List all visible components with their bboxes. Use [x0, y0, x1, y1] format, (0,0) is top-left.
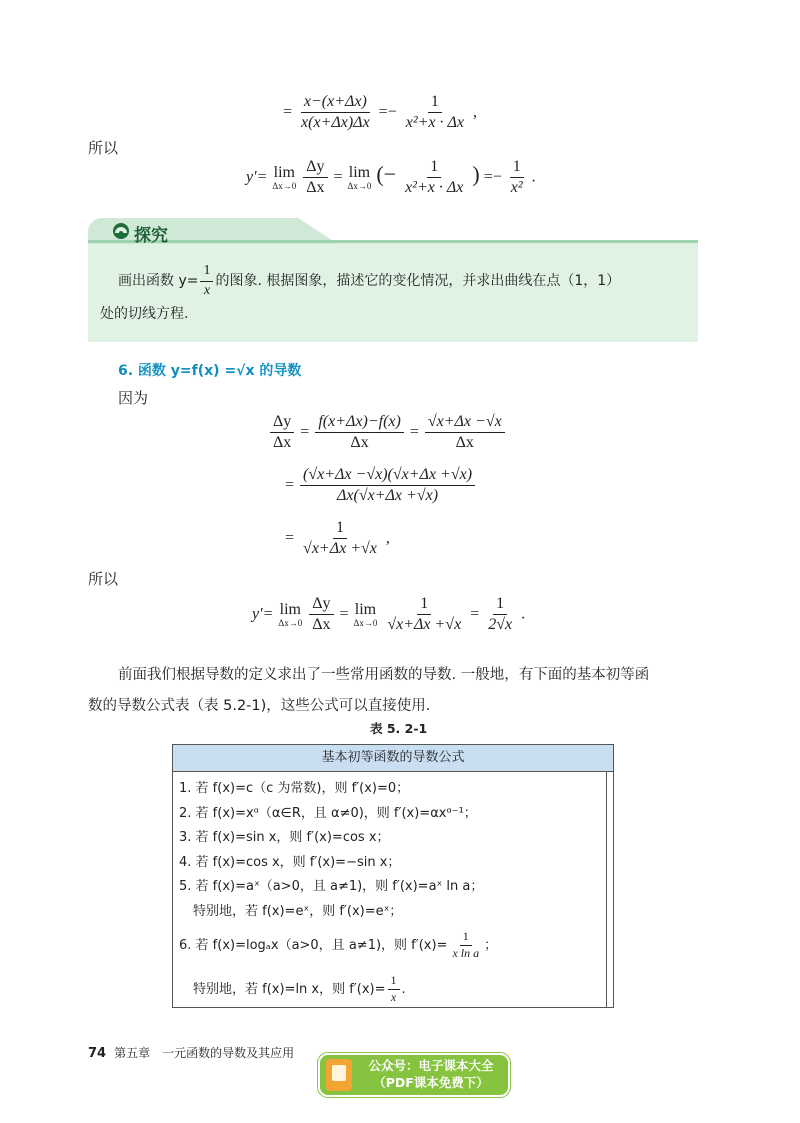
denominator: x — [390, 990, 397, 1004]
numerator: 1 — [510, 158, 524, 178]
numerator: (√x+Δx −√x)(√x+Δx +√x) — [300, 466, 475, 486]
denominator: Δx — [312, 616, 331, 634]
table-row: 2. 若 f(x)=xᵅ（α∈R，且 α≠0)，则 f′(x)=αxᵅ⁻¹； — [179, 805, 477, 821]
equals-sign: = — [283, 103, 293, 121]
lim-text: lim — [348, 164, 371, 182]
sqrt-derivation-line1 — [268, 413, 507, 453]
denominator: Δx — [273, 434, 292, 452]
equals-sign: = — [300, 423, 310, 441]
numerator: 1 — [417, 595, 431, 615]
numerator: 1 — [493, 595, 507, 615]
derivation-top — [283, 93, 477, 133]
lhs: y′= — [252, 605, 274, 623]
page-number: 74 — [88, 1046, 107, 1061]
limit-operator — [348, 164, 372, 191]
period: . — [401, 982, 406, 997]
denominator: x²+x · Δx — [405, 114, 465, 132]
comma: , — [473, 103, 478, 121]
page-footer — [88, 1044, 294, 1061]
explore-divider — [88, 240, 698, 243]
limit-operator — [278, 601, 302, 628]
numerator: f(x+Δx)−f(x) — [315, 413, 404, 433]
denominator: Δx — [350, 434, 369, 452]
explore-text-c: 处的切线方程. — [100, 306, 189, 322]
denominator: Δx — [306, 179, 325, 197]
lim-subscript: Δx→0 — [272, 181, 297, 192]
denominator: Δx(√x+Δx +√x) — [337, 487, 439, 505]
denominator: x — [203, 282, 211, 298]
limit-equation-1 — [246, 158, 536, 198]
equals-sign: = — [285, 476, 295, 494]
equals-minus: =− — [378, 103, 397, 121]
fraction — [300, 519, 380, 559]
table-row: 特别地，若 f(x)=eˣ，则 f′(x)=eˣ； — [193, 903, 403, 919]
suoyi-label: 所以 — [88, 570, 119, 588]
watermark-text — [356, 1057, 506, 1091]
table-row: 5. 若 f(x)=aˣ（a>0，且 a≠1)，则 f′(x)=aˣ ln a； — [179, 879, 484, 894]
sqrt-derivation-line3 — [285, 519, 390, 559]
numerator: √x+Δx −√x — [425, 413, 505, 433]
yinwei-label: 因为 — [118, 389, 149, 407]
lim-subscript: Δx→0 — [278, 618, 303, 629]
book-icon — [326, 1059, 352, 1091]
numerator: 1 — [427, 158, 441, 178]
equals-sign: = — [333, 168, 343, 186]
derivative-formula-table — [172, 744, 614, 1008]
row-text: 6. 若 f(x)=logₐx（a>0，且 a≠1)，则 f′(x)= — [179, 938, 448, 953]
equals-sign: = — [470, 605, 480, 623]
paragraph-line-2: 数的导数公式表（表 5.2-1)，这些公式可以直接使用. — [88, 698, 431, 714]
watermark-line-2: （PDF课本免费下） — [373, 1075, 489, 1090]
suoyi-label: 所以 — [88, 139, 119, 157]
lim-subscript: Δx→0 — [347, 181, 372, 192]
fraction — [402, 158, 466, 198]
table-row: 1. 若 f(x)=c（c 为常数)，则 f′(x)=0； — [179, 781, 410, 796]
paren-left: (− — [376, 161, 397, 187]
lim-text: lim — [354, 601, 377, 619]
denominator: Δx — [455, 434, 474, 452]
semicolon: ； — [484, 938, 498, 953]
fraction — [309, 595, 333, 635]
fraction — [485, 595, 515, 635]
denominator: x(x+Δx)Δx — [301, 114, 370, 132]
table-caption: 表 5. 2-1 — [370, 721, 428, 736]
numerator: 1 — [333, 519, 347, 539]
equals-sign: = — [409, 423, 419, 441]
fraction — [403, 93, 467, 133]
denominator: 2√x — [488, 616, 513, 634]
paren-right: ) — [472, 161, 480, 187]
table-header: 基本初等函数的导数公式 — [173, 745, 613, 772]
fraction — [303, 158, 327, 198]
numerator: 1 — [428, 93, 442, 113]
watermark-line-1: 公众号：电子课本大全 — [368, 1058, 494, 1073]
explore-text-a: 画出函数 y= — [118, 273, 199, 289]
lim-text: lim — [279, 601, 301, 619]
section-heading: 6. 函数 y=f(x) =√x 的导数 — [118, 363, 302, 379]
period: . — [521, 605, 526, 623]
denominator: x ln a — [452, 946, 480, 960]
lhs: y′= — [246, 168, 268, 186]
table-row — [179, 924, 606, 968]
limit-operator — [354, 601, 378, 628]
numerator: x−(x+Δx) — [301, 93, 370, 113]
lim-subscript: Δx→0 — [353, 618, 378, 629]
explore-icon — [112, 222, 130, 240]
fraction — [270, 413, 294, 453]
row-text: 特别地，若 f(x)=ln x，则 f′(x)= — [193, 982, 386, 997]
paragraph-line-1: 前面我们根据导数的定义求出了一些常用函数的导数. 一般地，有下面的基本初等函 — [118, 667, 650, 683]
numerator: Δy — [303, 158, 327, 178]
fraction — [508, 158, 526, 198]
comma: , — [385, 529, 390, 547]
equals-sign: = — [285, 529, 295, 547]
fraction — [425, 413, 505, 453]
fraction — [300, 466, 475, 506]
denominator: x² — [510, 179, 523, 197]
denominator: √x+Δx +√x — [387, 616, 462, 634]
denominator: x²+x · Δx — [405, 179, 464, 197]
fraction — [388, 974, 400, 1005]
fraction — [298, 93, 373, 133]
limit-equation-2 — [252, 595, 525, 635]
explore-box — [88, 218, 698, 342]
numerator: Δy — [309, 595, 333, 615]
fraction — [449, 930, 482, 961]
explore-text — [100, 262, 688, 328]
numerator: 1 — [200, 263, 213, 281]
chapter-title: 第五章 一元函数的导数及其应用 — [114, 1046, 295, 1060]
table-body — [173, 772, 607, 1007]
equals-minus: =− — [483, 168, 502, 186]
period: . — [531, 168, 536, 186]
numerator: 1 — [460, 930, 472, 946]
sqrt-derivation-line2 — [285, 466, 477, 506]
fraction — [315, 413, 404, 453]
watermark-badge — [318, 1053, 510, 1097]
explore-text-b: 的图象. 根据图象，描述它的变化情况，并求出曲线在点（1，1） — [215, 273, 621, 289]
table-row: 4. 若 f(x)=cos x，则 f′(x)=−sin x； — [179, 854, 401, 870]
explore-title: 探究 — [134, 226, 168, 246]
fraction — [200, 263, 213, 298]
numerator: 1 — [388, 974, 400, 990]
denominator: √x+Δx +√x — [303, 540, 377, 558]
table-row — [179, 968, 606, 1012]
equals-sign: = — [339, 605, 349, 623]
table-row: 3. 若 f(x)=sin x，则 f′(x)=cos x； — [179, 830, 390, 845]
fraction — [384, 595, 464, 635]
limit-operator — [272, 164, 296, 191]
numerator: Δy — [270, 413, 294, 433]
lim-text: lim — [273, 164, 295, 182]
